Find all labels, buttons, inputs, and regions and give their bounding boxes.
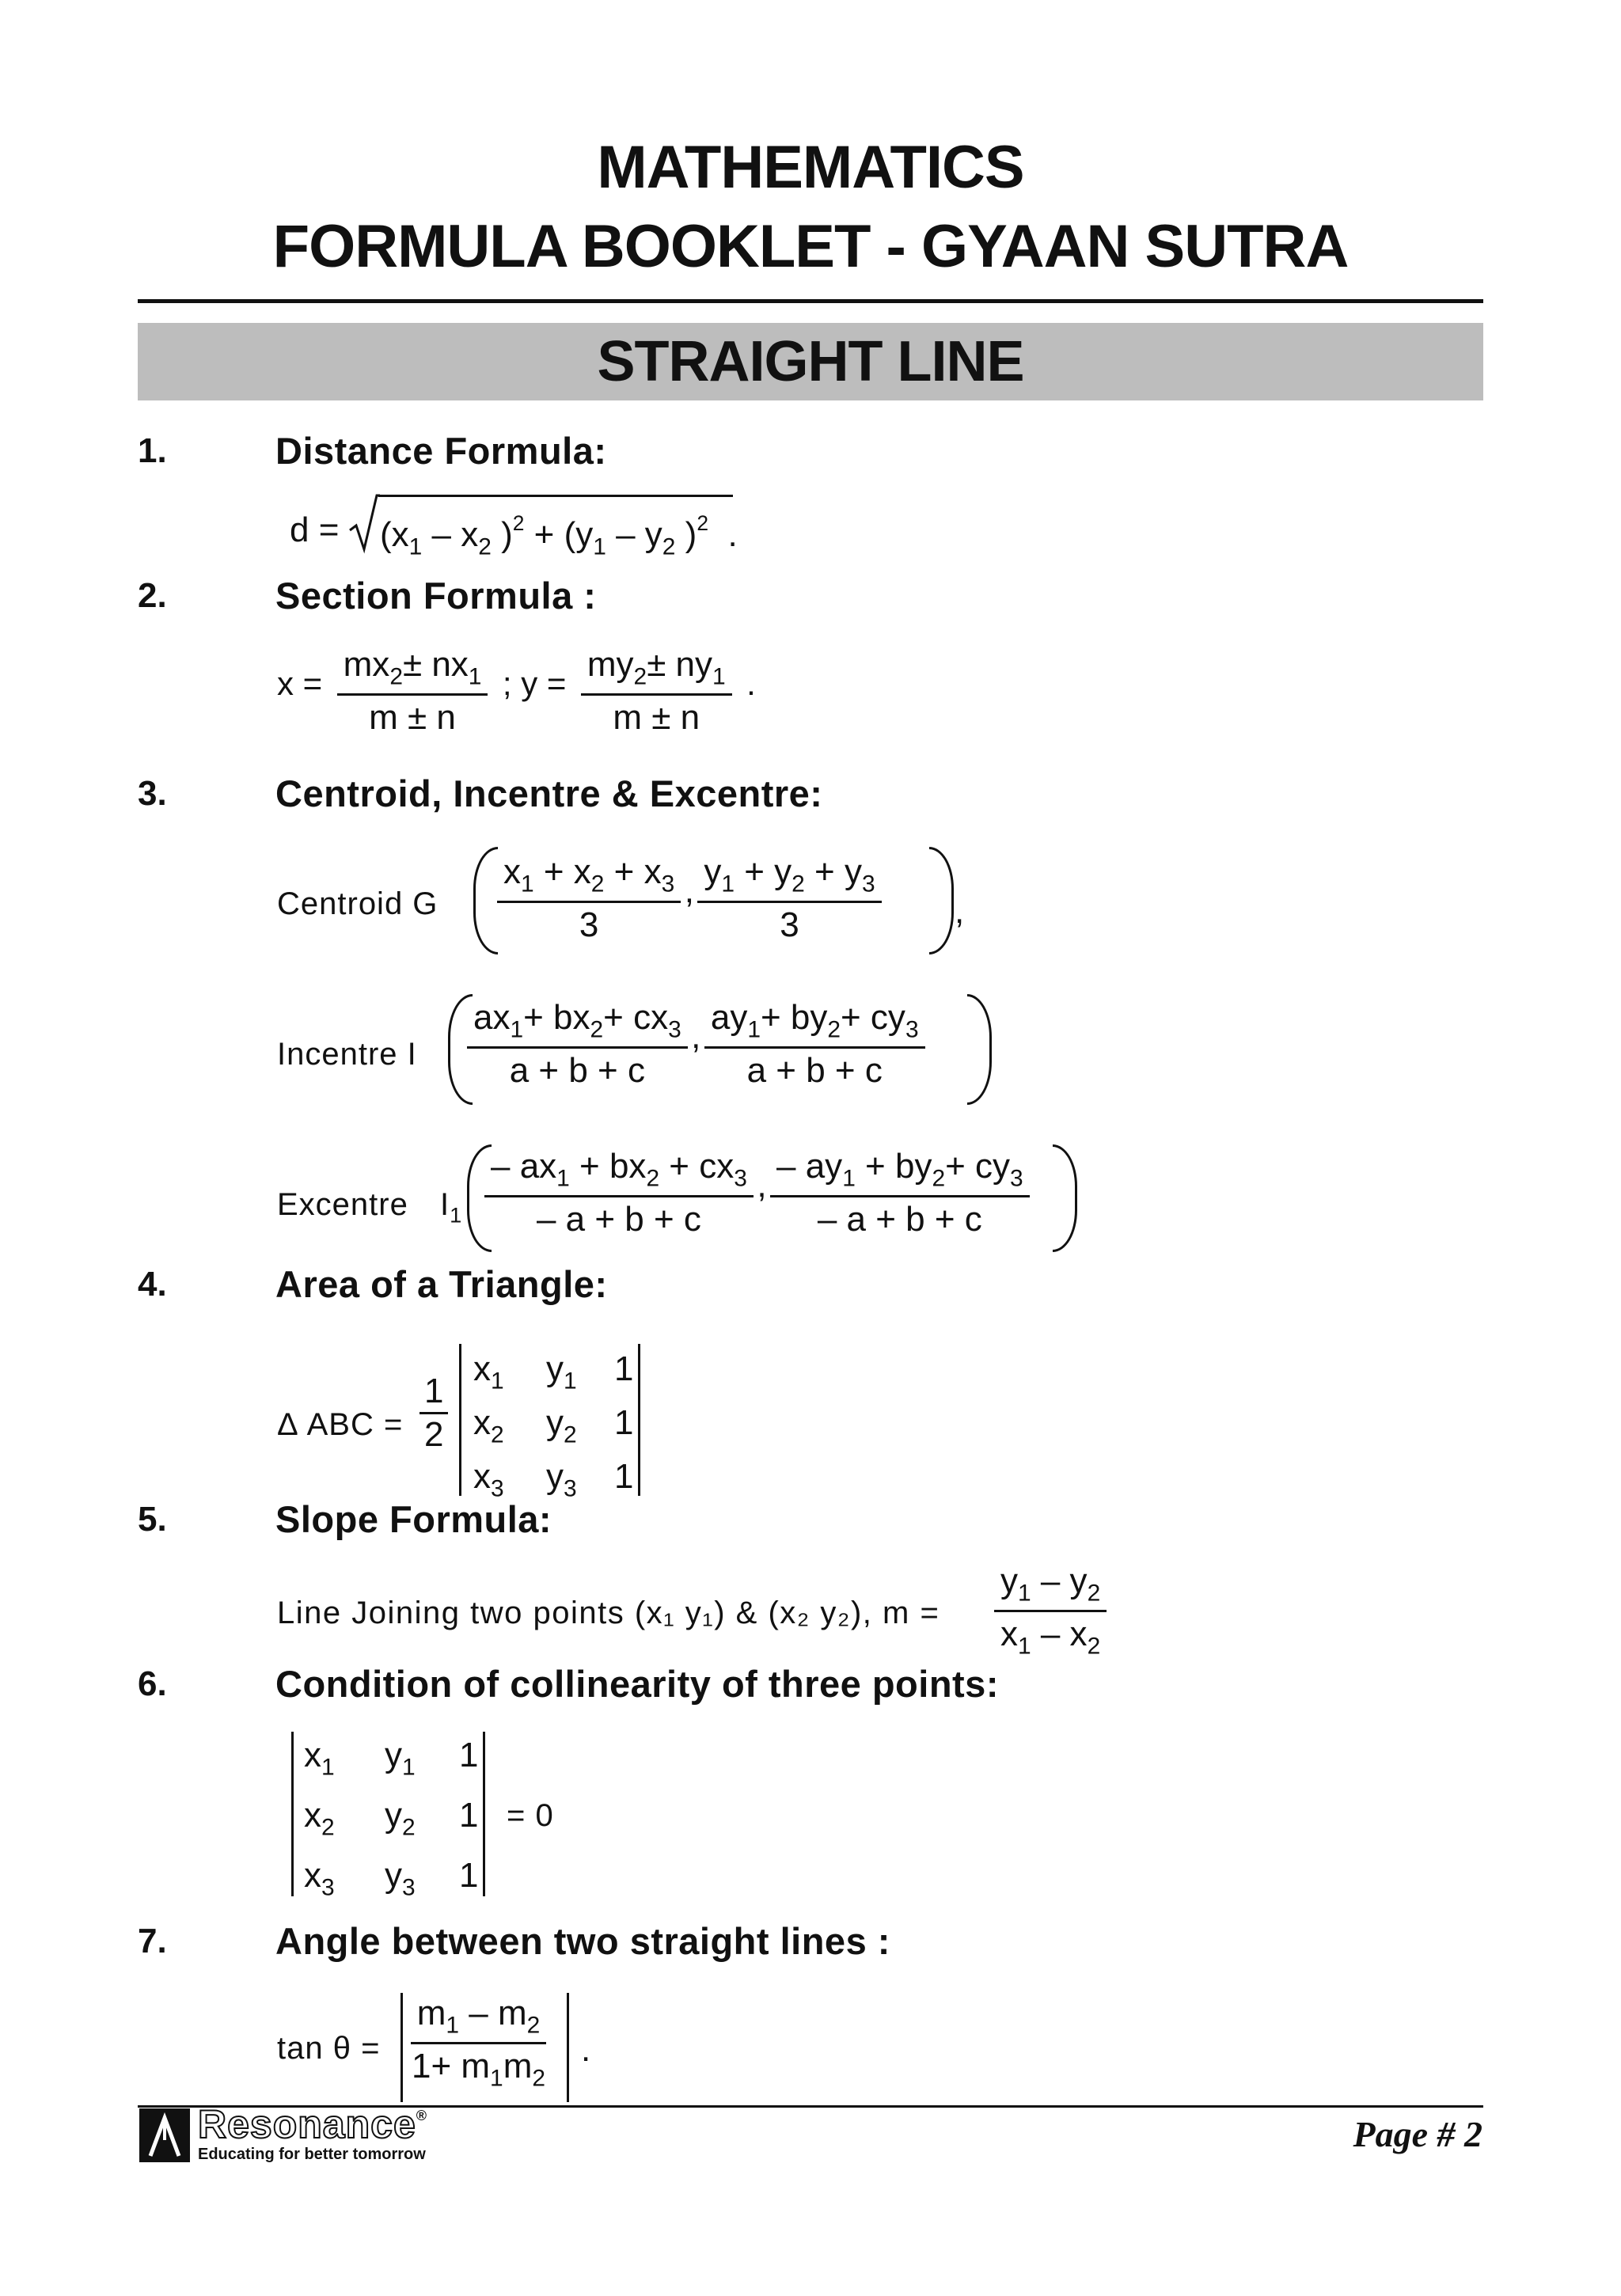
chapter-banner — [138, 323, 1483, 400]
absolute-value-right-bar — [567, 1993, 569, 2102]
brand-name: Resonance® — [198, 2102, 428, 2146]
excentre-symbol: $I_1$ — [440, 1187, 463, 1228]
distance-formula: d = — [290, 510, 340, 549]
sqrt-sign-icon — [348, 492, 380, 554]
section-7-heading: Angle between two straight lines : — [275, 1920, 890, 1962]
resonance-logo — [139, 2108, 190, 2162]
section-4-number: 4. — [138, 1265, 167, 1304]
section-2-heading: Section Formula : — [275, 575, 597, 617]
section-1-heading: Distance Formula: — [275, 430, 607, 472]
section-formula: x = $\frac{mx_2\pm nx_1}{m \pm n}$ ; y = $\frac{my_2\pm ny_1}{m \pm n}$ . — [277, 645, 756, 738]
right-paren-icon — [1053, 1144, 1077, 1252]
sqrt-overbar — [378, 495, 733, 497]
section-5-heading: Slope Formula: — [275, 1498, 552, 1540]
brand-tagline: Educating for better tomorrow — [198, 2146, 426, 2163]
section-3-number: 3. — [138, 774, 167, 813]
excentre-formula: $\frac{- ax_1 + bx_2 + cx_3}{- a + b + c}$ , $\frac{- ay_1 + by_2+ cy_3}{- a + b + c}$ — [484, 1149, 1030, 1237]
booklet-title-line-1: MATHEMATICS — [597, 134, 1024, 201]
excentre-label: Excentre — [277, 1187, 408, 1222]
one-half-fraction: $\frac{1}{2}$ — [419, 1374, 448, 1452]
distance-radicand: ($x_1 - x_2$ )$^2 + (y_1 - y_2$ )$^2$ . — [380, 511, 738, 560]
section-5-number: 5. — [138, 1500, 167, 1539]
determinant-right-bar — [483, 1732, 485, 1896]
section-1-number: 1. — [138, 431, 167, 470]
header-rule — [138, 299, 1483, 303]
section-3-heading: Centroid, Incentre & Excentre: — [275, 772, 823, 814]
section-4-heading: Area of a Triangle: — [275, 1263, 608, 1305]
slope-fraction: $\frac{y_1 - y_2}{x_1 - x_2}$ — [994, 1564, 1107, 1659]
incentre-label: Incentre I — [277, 1037, 417, 1072]
area-label: Δ ABC = — [277, 1407, 404, 1442]
section-2-number: 2. — [138, 576, 167, 615]
determinant-left-bar — [459, 1344, 461, 1496]
slope-description: Line Joining two points (x₁ y₁) & (x₂ y₂), m = — [277, 1596, 940, 1630]
section-7-number: 7. — [138, 1922, 167, 1960]
tan-theta-label: tan θ = — [277, 2031, 381, 2066]
centroid-formula: $\frac{x_1 + x_2 + x_3}{3}$ , $\frac{y_1 + y_2 + y_3}{3}$ — [497, 855, 882, 943]
right-paren-icon — [967, 994, 992, 1105]
right-paren-icon — [929, 847, 954, 954]
determinant-left-bar — [291, 1732, 294, 1896]
chapter-title: STRAIGHT LINE — [597, 330, 1024, 393]
absolute-value-left-bar — [401, 1993, 403, 2102]
equals-zero: = 0 — [507, 1798, 554, 1833]
page-number: Page # 2 — [1353, 2114, 1482, 2154]
angle-fraction: $\frac{m_1 - m_2}{1+ m_1m_2}$ — [412, 1994, 545, 2092]
section-6-number: 6. — [138, 1664, 167, 1703]
centroid-label: Centroid G — [277, 886, 438, 921]
section-6-heading: Condition of collinearity of three points: — [275, 1663, 999, 1705]
determinant-right-bar — [638, 1344, 640, 1496]
incentre-formula: $\frac{ax_1+ bx_2+ cx_3}{a + b + c}$ , $\frac{ay_1+ by_2+ cy_3}{a + b + c}$ — [467, 1000, 925, 1088]
booklet-title-line-2: FORMULA BOOKLET - GYAAN SUTRA — [272, 213, 1349, 280]
left-paren-icon — [473, 847, 498, 954]
